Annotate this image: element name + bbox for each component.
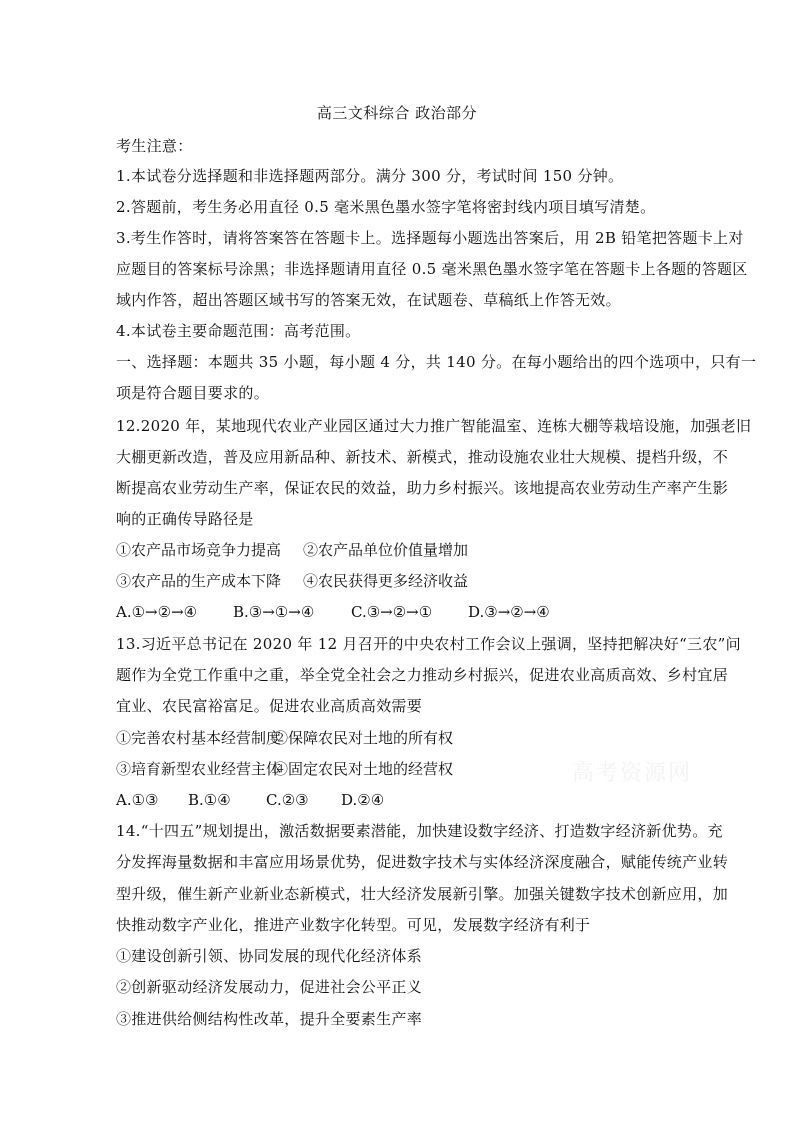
notice-item: 4.本试卷主要命题范围：高考范围。 bbox=[116, 322, 361, 340]
statement: ③推进供给侧结构性改革，提升全要素生产率 bbox=[116, 1010, 423, 1028]
question-14-text: 14.“十四五”规划提出，激活数据要素潜能，加快建设数字经济、打造数字经济新优势。充 bbox=[116, 822, 723, 840]
question-13-options bbox=[116, 790, 384, 810]
notice-item: 3.考生作答时，请将答案答在答题卡上。选择题每小题选出答案后，用 2B 铅笔把答题卡上对 bbox=[116, 229, 744, 247]
statement: ②农产品单位价值量增加 bbox=[303, 541, 469, 559]
statement: ④固定农民对土地的经营权 bbox=[273, 760, 454, 778]
option-b: B.①④ bbox=[188, 791, 231, 809]
section-heading: 一、选择题：本题共 35 小题，每小题 4 分，共 140 分。在每小题给出的四个选项中，只有一 bbox=[116, 353, 757, 371]
statement: ②保障农民对土地的所有权 bbox=[273, 729, 454, 747]
question-14-text: 型升级，催生新产业新业态新模式，壮大经济发展新引擎。加强关键数字技术创新应用，加 bbox=[116, 885, 729, 903]
question-13-text: 宜业、农民富裕富足。促进农业高质高效需要 bbox=[116, 697, 423, 715]
question-14-text: 快推动数字产业化，推进产业数字化转型。可见，发展数字经济有利于 bbox=[116, 916, 591, 934]
option-c: C.②③ bbox=[266, 791, 309, 809]
statement: ④农民获得更多经济收益 bbox=[303, 572, 469, 590]
notice-item: 1.本试卷分选择题和非选择题两部分。满分 300 分，考试时间 150 分钟。 bbox=[116, 167, 624, 185]
option-b: B.③→①→④ bbox=[233, 603, 315, 621]
question-13-items bbox=[116, 728, 453, 748]
question-12-items bbox=[116, 571, 468, 591]
option-d: D.③→②→④ bbox=[468, 603, 550, 621]
question-14-text: 分发挥海量数据和丰富应用场景优势，促进数字技术与实体经济深度融合，赋能传统产业转 bbox=[116, 853, 729, 871]
question-12-items bbox=[116, 540, 468, 560]
option-a: A.①③ bbox=[116, 791, 159, 809]
statement: ③农产品的生产成本下降 bbox=[116, 572, 282, 590]
option-a: A.①→②→④ bbox=[116, 603, 198, 621]
watermark: 高考资源网 bbox=[572, 761, 693, 786]
statement: ①农产品市场竞争力提高 bbox=[116, 541, 282, 559]
notice-item: 应题目的答案标号涂黑；非选择题请用直径 0.5 毫米黑色墨水签字笔在答题卡上各题的答题区 bbox=[116, 260, 748, 278]
question-12-text: 大棚更新改造，普及应用新品种、新技术、新模式，推动设施农业壮大规模、提档升级，不 bbox=[116, 448, 729, 466]
notice-item: 2.答题前，考生务必用直径 0.5 毫米黑色墨水签字笔将密封线内项目填写清楚。 bbox=[116, 198, 656, 216]
notice-item: 域内作答，超出答题区域书写的答案无效，在试题卷、草稿纸上作答无效。 bbox=[116, 291, 621, 309]
option-c: C.③→②→① bbox=[351, 603, 433, 621]
page-title: 高三文科综合 政治部分 bbox=[316, 104, 478, 122]
question-13-text: 题作为全党工作重中之重，举全党全社会之力推动乡村振兴，促进农业高质高效、乡村宜居 bbox=[116, 666, 729, 684]
question-12-text: 响的正确传导路径是 bbox=[116, 510, 254, 528]
question-12-text: 12.2020 年，某地现代农业产业园区通过大力推广智能温室、连栋大棚等栽培设施，加强老旧 bbox=[116, 417, 752, 435]
question-12-options bbox=[116, 602, 550, 622]
question-13-items bbox=[116, 759, 453, 779]
question-12-text: 断提高农业劳动生产率，保证农民的效益，助力乡村振兴。该地提高农业劳动生产率产生影 bbox=[116, 479, 729, 497]
option-d: D.②④ bbox=[341, 791, 385, 809]
notice-heading: 考生注意： bbox=[116, 137, 193, 155]
section-heading: 项是符合题目要求的。 bbox=[116, 384, 270, 402]
question-13-text: 13.习近平总书记在 2020 年 12 月召开的中央农村工作会议上强调，坚持把解决好“三农”问 bbox=[116, 635, 741, 653]
statement: ②创新驱动经济发展动力，促进社会公平正义 bbox=[116, 978, 423, 996]
statement: ①建设创新引领、协同发展的现代化经济体系 bbox=[116, 947, 423, 965]
statement: ①完善农村基本经营制度 bbox=[116, 729, 282, 747]
statement: ③培育新型农业经营主体 bbox=[116, 760, 282, 778]
